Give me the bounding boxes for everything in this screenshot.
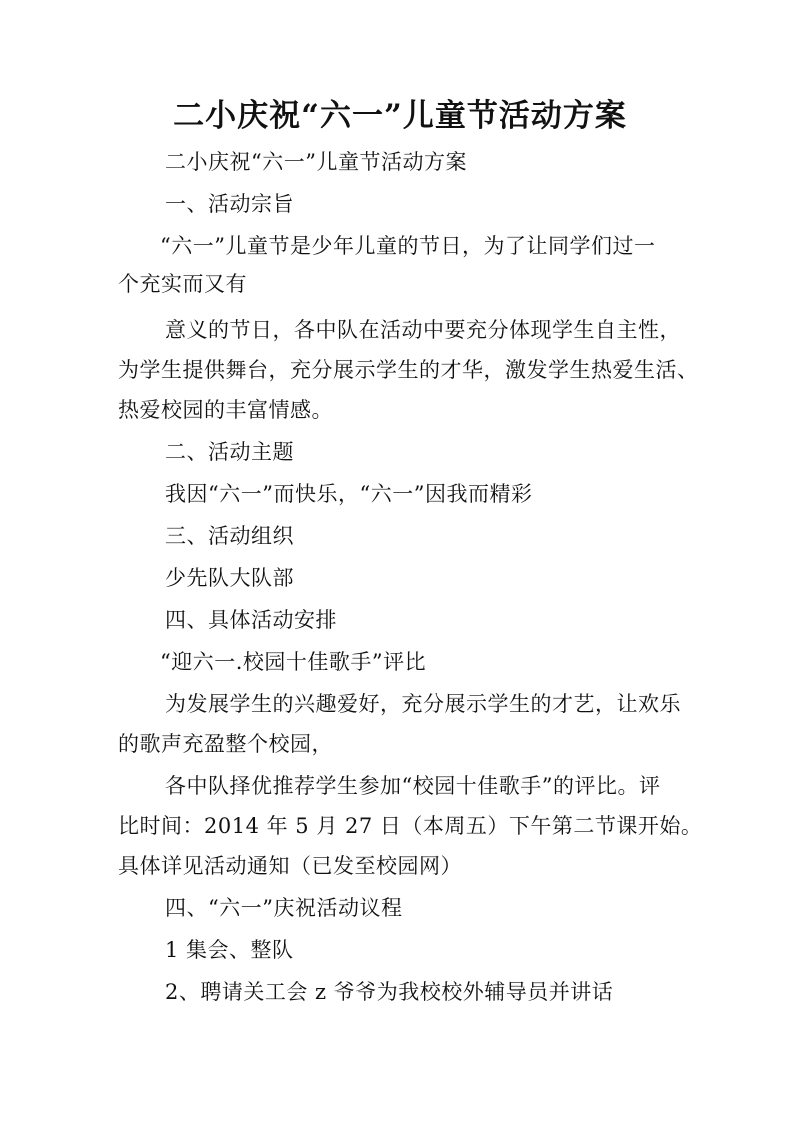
- document-subtitle: 二小庆祝“六一”儿童节活动方案: [165, 150, 467, 174]
- paragraph-line: 热爱校园的丰富情感。: [118, 398, 333, 422]
- paragraph-line: 具体详见活动通知（已发至校园网）: [118, 854, 462, 878]
- paragraph-line: 少先队大队部: [165, 566, 294, 590]
- section-heading-agenda: 四、“六一”庆祝活动议程: [165, 896, 403, 920]
- section-heading-arrangement: 四、具体活动安排: [165, 608, 337, 632]
- agenda-item: 2、聘请关工会 z 爷爷为我校校外辅导员并讲话: [165, 980, 614, 1004]
- paragraph-line: 各中队择优推荐学生参加“校园十佳歌手”的评比。评: [165, 774, 661, 798]
- section-heading-purpose: 一、活动宗旨: [165, 192, 294, 216]
- document-title: 二小庆祝“六一”儿童节活动方案: [173, 98, 627, 134]
- paragraph-line: 我因“六一”而快乐，“六一”因我而精彩: [165, 482, 533, 506]
- paragraph-line: 为学生提供舞台，充分展示学生的才华，激发学生热爱生活、: [118, 358, 699, 382]
- section-heading-organization: 三、活动组织: [165, 524, 294, 548]
- paragraph-line: “六一”儿童节是少年儿童的节日，为了让同学们过一: [160, 234, 656, 258]
- paragraph-line: 的歌声充盈整个校园，: [118, 732, 333, 756]
- agenda-item: 1 集会、整队: [165, 938, 294, 962]
- paragraph-line: 比时间：2014 年 5 月 27 日（本周五）下午第二节课开始。: [118, 814, 703, 838]
- section-heading-theme: 二、活动主题: [165, 440, 294, 464]
- paragraph-line: “迎六一.校园十佳歌手”评比: [160, 650, 427, 674]
- paragraph-line: 个充实而又有: [118, 272, 247, 296]
- paragraph-line: 为发展学生的兴趣爱好，充分展示学生的才艺，让欢乐: [165, 692, 681, 716]
- paragraph-line: 意义的节日，各中队在活动中要充分体现学生自主性，: [165, 318, 681, 342]
